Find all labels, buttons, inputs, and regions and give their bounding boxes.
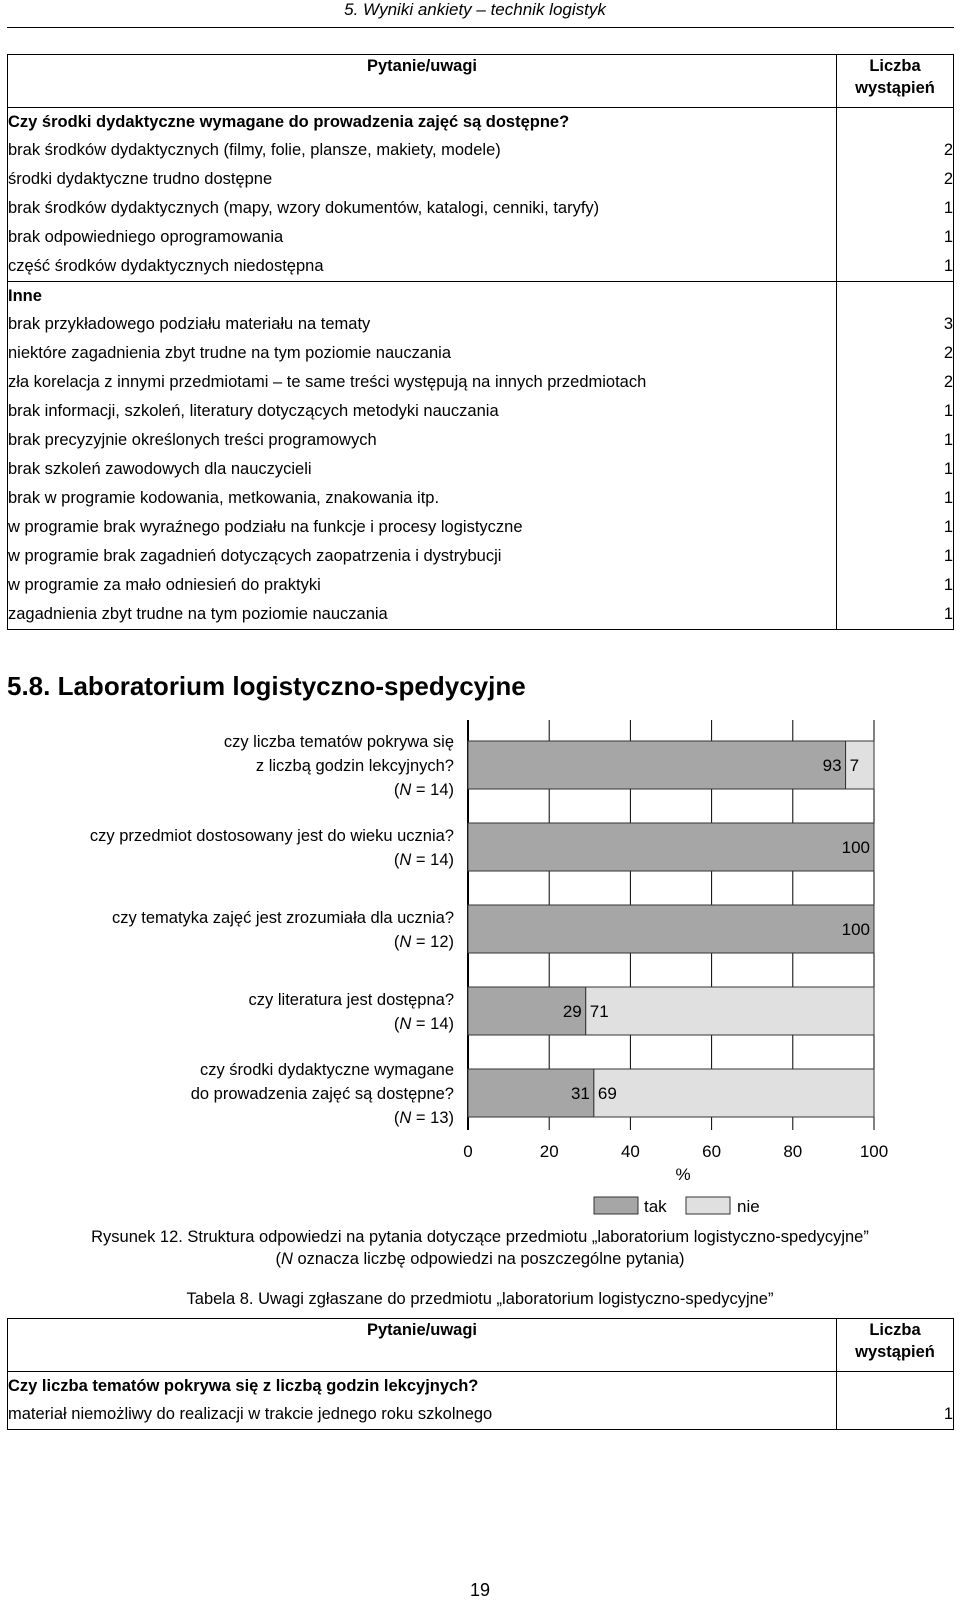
remark-text: zagadnienia zbyt trudne na tym poziomie nauczania bbox=[8, 600, 837, 630]
remark-count: 1 bbox=[837, 397, 954, 426]
table-row bbox=[8, 455, 954, 484]
remark-count: 1 bbox=[837, 571, 954, 600]
figure-caption-line bbox=[0, 1248, 960, 1270]
caption-rest: oznacza liczbę odpowiedzi na poszczególne pytania) bbox=[292, 1250, 685, 1268]
category-label: czy przedmiot dostosowany jest do wieku ucznia? bbox=[89, 827, 454, 845]
legend-swatch-tak bbox=[594, 1197, 638, 1214]
data-label-nie: 7 bbox=[849, 756, 860, 775]
remarks-table-1 bbox=[7, 54, 954, 630]
data-label-tak: 100 bbox=[841, 838, 870, 857]
remark-count: 2 bbox=[837, 136, 954, 165]
remarks-table-2 bbox=[7, 1318, 954, 1430]
category-label: czy liczba tematów pokrywa się bbox=[223, 733, 454, 751]
table-row bbox=[8, 368, 954, 397]
data-label-nie: 69 bbox=[597, 1084, 617, 1103]
category-label: (N = 13) bbox=[393, 1109, 454, 1127]
category-label: czy literatura jest dostępna? bbox=[248, 991, 454, 1009]
table-row bbox=[8, 223, 954, 252]
category-label: (N = 14) bbox=[393, 1015, 454, 1033]
bar-nie bbox=[586, 987, 874, 1035]
remark-count: 2 bbox=[837, 368, 954, 397]
remark-text: w programie brak wyraźnego podziału na funkcje i procesy logistyczne bbox=[8, 513, 837, 542]
x-tick-label: 40 bbox=[620, 1142, 640, 1161]
table-row bbox=[8, 1400, 954, 1430]
table-row bbox=[8, 513, 954, 542]
figure-caption-line: Rysunek 12. Struktura odpowiedzi na pytania dotyczące przedmiotu „laboratorium logistyczno-spedycyjne” bbox=[91, 1228, 869, 1246]
legend-label-nie: nie bbox=[737, 1197, 760, 1216]
data-label-tak: 31 bbox=[570, 1084, 590, 1103]
section-title: Czy liczba tematów pokrywa się z liczbą godzin lekcyjnych? bbox=[8, 1372, 837, 1401]
caption-paren: ( bbox=[275, 1250, 281, 1268]
legend-swatch-nie bbox=[686, 1197, 730, 1214]
remark-count: 1 bbox=[837, 223, 954, 252]
running-header: 5. Wyniki ankiety – technik logistyk bbox=[344, 0, 606, 19]
chart-legend bbox=[594, 1197, 760, 1216]
category-label: (N = 14) bbox=[393, 851, 454, 869]
remark-text: brak odpowiedniego oprogramowania bbox=[8, 223, 837, 252]
page-number: 19 bbox=[469, 1580, 491, 1600]
category-label: czy środki dydaktyczne wymagane bbox=[199, 1061, 454, 1079]
chart-x-ticks bbox=[463, 1142, 888, 1161]
bar-tak bbox=[468, 905, 874, 953]
table-row bbox=[8, 252, 954, 282]
remark-count: 2 bbox=[837, 165, 954, 194]
remark-text: w programie brak zagadnień dotyczących zaopatrzenia i dystrybucji bbox=[8, 542, 837, 571]
remark-text: brak szkoleń zawodowych dla nauczycieli bbox=[8, 455, 837, 484]
table-row bbox=[8, 310, 954, 339]
blank-cell bbox=[837, 108, 954, 137]
section-title: Inne bbox=[8, 282, 837, 311]
section-heading: 5.8. Laboratorium logistyczno-spedycyjne bbox=[7, 671, 526, 701]
category-label: z liczbą godzin lekcyjnych? bbox=[255, 757, 454, 775]
x-tick-label: 80 bbox=[783, 1142, 803, 1161]
remark-count: 1 bbox=[837, 542, 954, 571]
header-divider bbox=[7, 27, 954, 28]
blank-cell bbox=[837, 1372, 954, 1401]
bar-nie bbox=[594, 1069, 874, 1117]
category-label: czy tematyka zajęć jest zrozumiała dla ucznia? bbox=[111, 909, 454, 927]
caption-n-symbol: N bbox=[280, 1250, 293, 1268]
table-row bbox=[8, 136, 954, 165]
table-row bbox=[8, 397, 954, 426]
table-header-count: Liczba wystąpień bbox=[837, 1319, 954, 1372]
remark-text: część środków dydaktycznych niedostępna bbox=[8, 252, 837, 282]
category-label: (N = 14) bbox=[393, 781, 454, 799]
table-header-question: Pytanie/uwagi bbox=[8, 1319, 837, 1372]
remark-count: 1 bbox=[837, 1400, 954, 1430]
legend-label-tak: tak bbox=[644, 1197, 667, 1216]
data-label-nie: 71 bbox=[589, 1002, 609, 1021]
table-row bbox=[8, 339, 954, 368]
remark-count: 1 bbox=[837, 513, 954, 542]
chart-category-labels bbox=[90, 733, 454, 1127]
remark-count: 1 bbox=[837, 600, 954, 630]
remark-text: w programie za mało odniesień do praktyki bbox=[8, 571, 837, 600]
table-header-question: Pytanie/uwagi bbox=[8, 55, 837, 108]
stacked-bar-chart bbox=[0, 715, 960, 1235]
remark-count: 3 bbox=[837, 310, 954, 339]
remark-text: zła korelacja z innymi przedmiotami – te same treści występują na innych przedmiotach bbox=[8, 368, 837, 397]
chart-bars bbox=[468, 741, 874, 1117]
x-axis-label: % bbox=[675, 1165, 691, 1184]
remark-text: materiał niemożliwy do realizacji w trakcie jednego roku szkolnego bbox=[8, 1400, 837, 1430]
remark-count: 1 bbox=[837, 194, 954, 223]
table-row bbox=[8, 600, 954, 630]
remark-text: brak środków dydaktycznych (mapy, wzory dokumentów, katalogi, cenniki, taryfy) bbox=[8, 194, 837, 223]
category-label: (N = 12) bbox=[393, 933, 454, 951]
data-label-tak: 93 bbox=[822, 756, 842, 775]
section-title: Czy środki dydaktyczne wymagane do prowadzenia zajęć są dostępne? bbox=[8, 108, 837, 137]
remark-count: 1 bbox=[837, 426, 954, 455]
remark-text: brak środków dydaktycznych (filmy, folie, plansze, makiety, modele) bbox=[8, 136, 837, 165]
remark-text: brak przykładowego podziału materiału na tematy bbox=[8, 310, 837, 339]
blank-cell bbox=[837, 282, 954, 311]
x-tick-label: 100 bbox=[859, 1142, 889, 1161]
remark-count: 1 bbox=[837, 455, 954, 484]
data-label-tak: 29 bbox=[562, 1002, 582, 1021]
table-row bbox=[8, 165, 954, 194]
remark-text: brak precyzyjnie określonych treści programowych bbox=[8, 426, 837, 455]
remark-text: brak w programie kodowania, metkowania, znakowania itp. bbox=[8, 484, 837, 513]
table-row bbox=[8, 194, 954, 223]
bar-tak bbox=[468, 741, 846, 789]
table-row bbox=[8, 484, 954, 513]
bar-tak bbox=[468, 823, 874, 871]
table-row bbox=[8, 571, 954, 600]
remark-text: brak informacji, szkoleń, literatury dotyczących metodyki nauczania bbox=[8, 397, 837, 426]
remark-text: niektóre zagadnienia zbyt trudne na tym poziomie nauczania bbox=[8, 339, 837, 368]
x-tick-label: 20 bbox=[539, 1142, 559, 1161]
table-row bbox=[8, 542, 954, 571]
figure-caption bbox=[0, 1226, 960, 1270]
remark-text: środki dydaktyczne trudno dostępne bbox=[8, 165, 837, 194]
remark-count: 1 bbox=[837, 252, 954, 282]
data-label-tak: 100 bbox=[841, 920, 870, 939]
category-label: do prowadzenia zajęć są dostępne? bbox=[190, 1085, 454, 1103]
x-tick-label: 0 bbox=[463, 1142, 473, 1161]
remark-count: 2 bbox=[837, 339, 954, 368]
x-tick-label: 60 bbox=[702, 1142, 722, 1161]
table-row bbox=[8, 426, 954, 455]
table-caption: Tabela 8. Uwagi zgłaszane do przedmiotu „laboratorium logistyczno-spedycyjne” bbox=[186, 1290, 774, 1308]
remark-count: 1 bbox=[837, 484, 954, 513]
table-header-count: Liczba wystąpień bbox=[837, 55, 954, 108]
